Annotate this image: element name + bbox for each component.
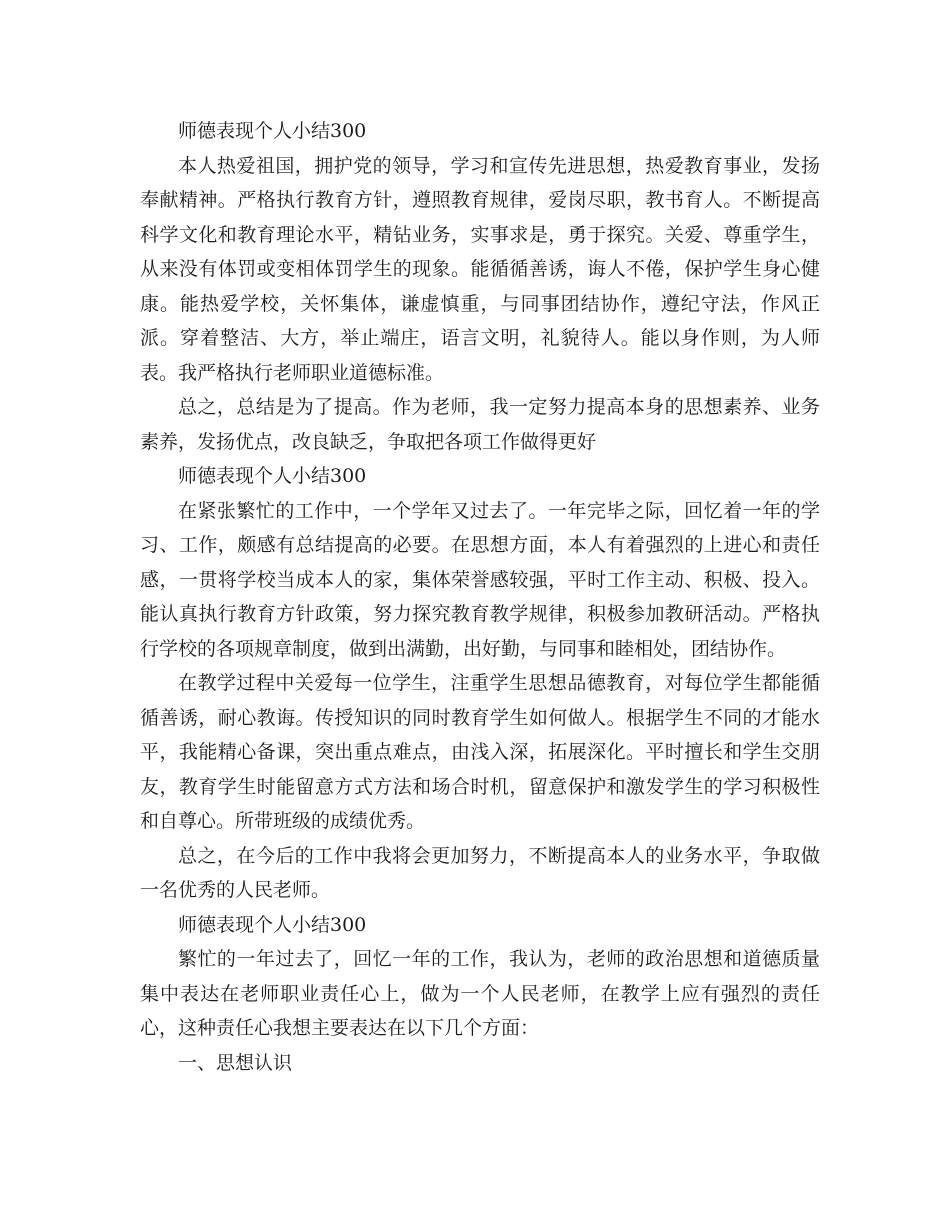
paragraph: 本人热爱祖国，拥护党的领导，学习和宣传先进思想，热爱教育事业，发扬奉献精神。严格执行教育方针，遵照教育规律，爱岗尽职，教书育人。不断提高科学文化和教育理论水平，精钻业务，实事求是，勇于探究。关爱、尊重学生，从来没有体罚或变相体罚学生的现象。能循循善诱，诲人不倦，保护学生身心健康。能热爱学校，关怀集体，谦虚慎重，与同事团结协作，遵纪守法，作风正派。穿着整洁、大方，举止端庄，语言文明，礼貌待人。能以身作则，为人师表。我严格执行老师职业道德标准。 bbox=[140, 154, 820, 384]
paragraph: 总之，总结是为了提高。作为老师，我一定努力提高本身的思想素养、业务素养，发扬优点，改良缺乏，争取把各项工作做得更好 bbox=[140, 396, 820, 453]
section-title: 师德表现个人小结300 bbox=[178, 465, 367, 487]
subsection-heading: 一、思想认识 bbox=[178, 1051, 293, 1074]
document-body bbox=[140, 114, 820, 1080]
section-title: 师德表现个人小结300 bbox=[178, 120, 367, 142]
paragraph: 总之，在今后的工作中我将会更加努力，不断提高本人的业务水平，争取做一名优秀的人民老师。 bbox=[140, 844, 820, 901]
section-title: 师德表现个人小结300 bbox=[178, 913, 367, 936]
paragraph: 在教学过程中关爱每一位学生，注重学生思想品德教育，对每位学生都能循循善诱，耐心教诲。传授知识的同时教育学生如何做人。根据学生不同的才能水平，我能精心备课，突出重点难点，由浅入深，拓展深化。平时擅长和学生交朋友，教育学生时能留意方式方法和场合时机，留意保护和激发学生的学习积极性和自尊心。所带班级的成绩优秀。 bbox=[140, 672, 820, 832]
paragraph: 繁忙的一年过去了，回忆一年的工作，我认为，老师的政治思想和道德质量集中表达在老师职业责任心上，做为一个人民老师，在教学上应有强烈的责任心，这种责任心我想主要表达在以下几个方面： bbox=[140, 948, 820, 1039]
paragraph: 在紧张繁忙的工作中，一个学年又过去了。一年完毕之际，回忆着一年的学习、工作，颇感有总结提高的必要。在思想方面，本人有着强烈的上进心和责任感，一贯将学校当成本人的家，集体荣誉感较强，平时工作主动、积极、投入。能认真执行教育方针政策，努力探究教育教学规律，积极参加教研活动。严格执行学校的各项规章制度，做到出满勤，出好勤，与同事和睦相处，团结协作。 bbox=[140, 499, 820, 660]
